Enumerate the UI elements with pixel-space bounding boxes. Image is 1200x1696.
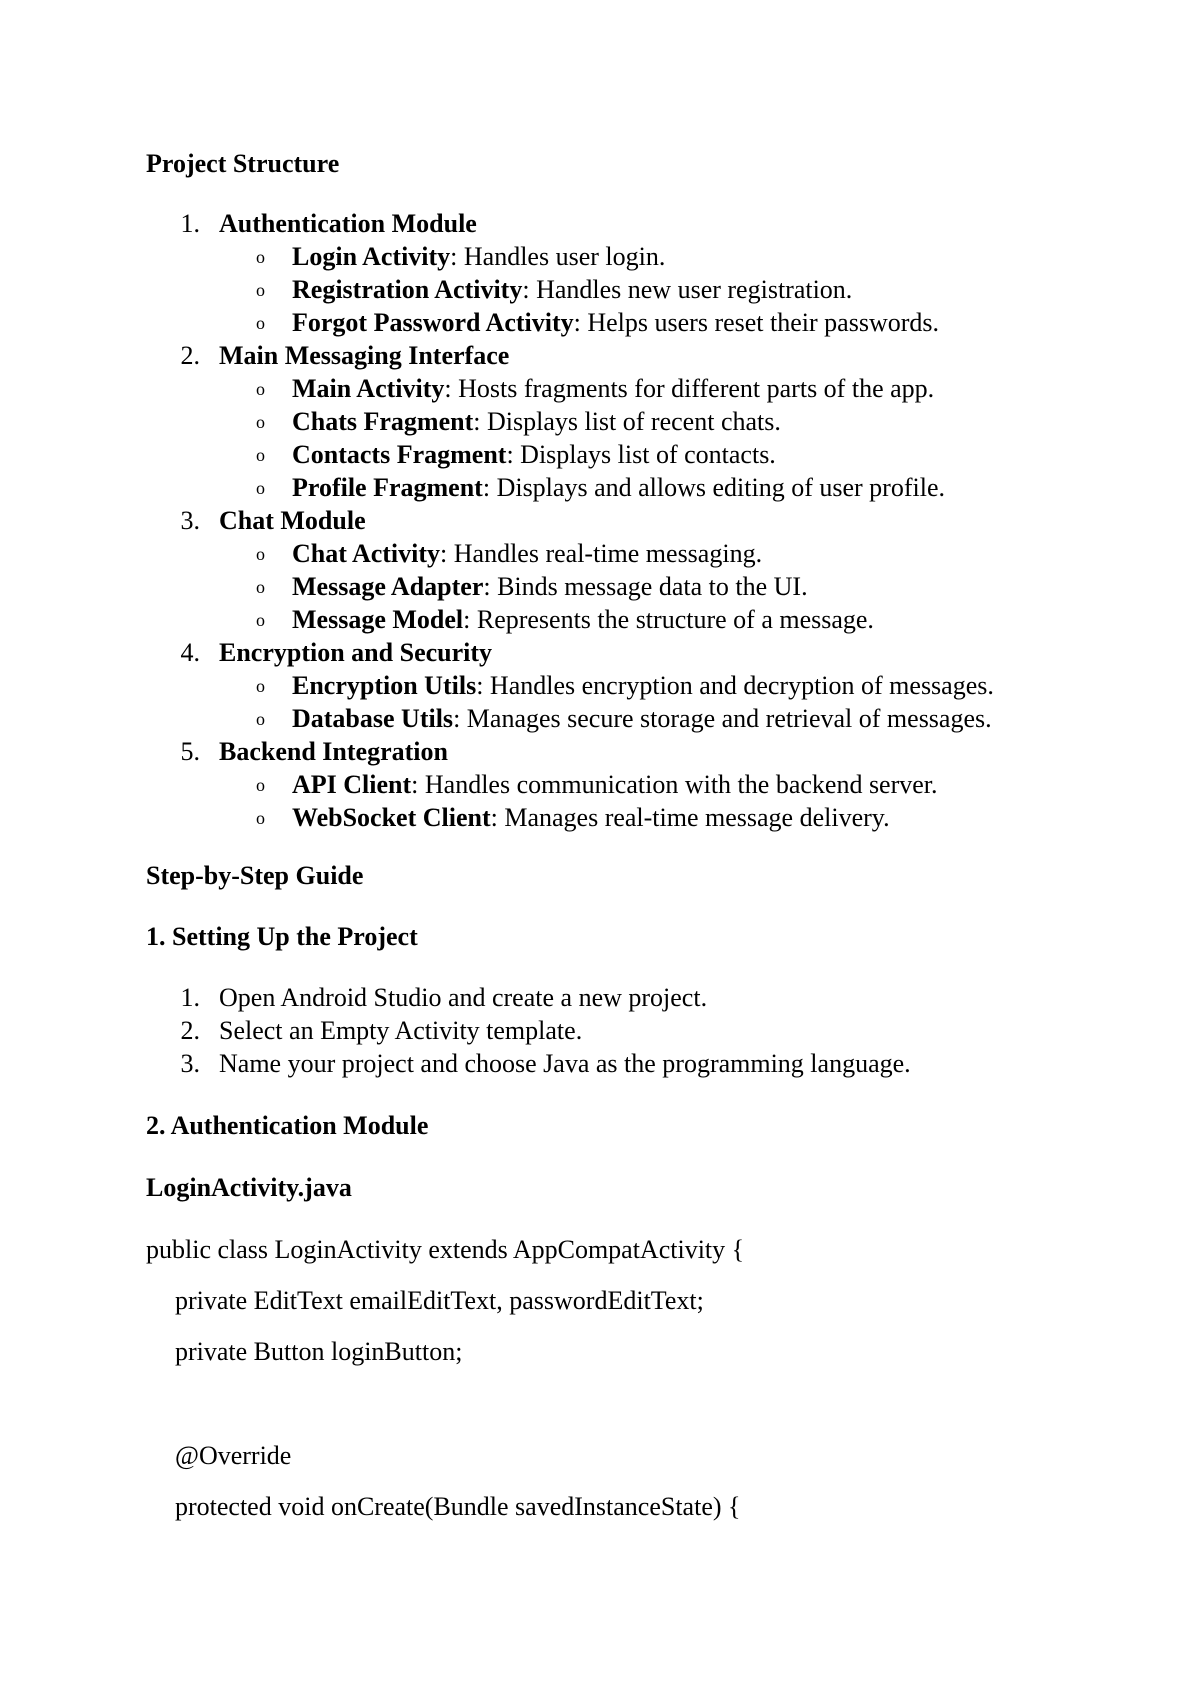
step-number: 3. [180,1049,200,1078]
item-desc: : Handles real-time messaging. [440,539,763,568]
item-name: Message Model [292,605,464,634]
section-number: 1. [180,209,200,238]
section-number: 3. [180,506,200,535]
section-title: Chat Module [219,506,366,535]
item-name: Main Activity [292,374,445,403]
section-number: 2. [180,341,200,370]
bullet-icon: o [256,379,265,399]
item-desc: : Manages secure storage and retrieval of messages. [453,704,992,733]
step-text: Name your project and choose Java as the programming language. [219,1049,911,1078]
bullet-icon: o [256,478,265,498]
item-name: Chat Activity [292,539,441,568]
list-item [292,769,938,801]
item-desc: : Handles user login. [450,242,666,271]
list-item [292,703,992,735]
section-number: 4. [180,638,200,667]
code-line: protected void onCreate(Bundle savedInstanceState) { [175,1492,741,1521]
list-item [292,571,808,603]
step-text: Open Android Studio and create a new project. [219,983,708,1012]
item-name: Forgot Password Activity [292,308,574,337]
bullet-icon: o [256,808,265,828]
list-item [292,274,852,306]
section-title: Backend Integration [219,737,448,766]
list-item [292,241,665,273]
item-name: Registration Activity [292,275,523,304]
bullet-icon: o [256,610,265,630]
item-desc: : Displays and allows editing of user profile. [482,473,945,502]
bullet-icon: o [256,676,265,696]
bullet-icon: o [256,247,265,267]
bullet-icon: o [256,412,265,432]
item-desc: : Hosts fragments for different parts of the app. [444,374,935,403]
section-number: 5. [180,737,200,766]
section-title: Authentication Module [219,209,477,238]
bullet-icon: o [256,577,265,597]
list-item [292,373,934,405]
item-desc: : Handles communication with the backend server. [411,770,938,799]
item-desc: : Manages real-time message delivery. [490,803,890,832]
list-item [292,406,781,438]
setup-heading: 1. Setting Up the Project [146,922,418,951]
item-name: Contacts Fragment [292,440,507,469]
list-item [292,604,874,636]
file-name-heading: LoginActivity.java [146,1173,352,1202]
item-name: Chats Fragment [292,407,474,436]
step-number: 1. [180,983,200,1012]
list-item [292,439,776,471]
item-desc: : Displays list of recent chats. [473,407,781,436]
bullet-icon: o [256,280,265,300]
list-item [292,307,939,339]
list-item [292,472,945,504]
item-name: Login Activity [292,242,451,271]
list-item [292,670,994,702]
auth-module-heading: 2. Authentication Module [146,1111,429,1140]
code-line: private EditText emailEditText, passwordEditText; [175,1286,704,1315]
item-name: Profile Fragment [292,473,483,502]
item-name: Encryption Utils [292,671,477,700]
item-name: API Client [292,770,412,799]
item-desc: : Helps users reset their passwords. [573,308,939,337]
item-name: Database Utils [292,704,454,733]
bullet-icon: o [256,709,265,729]
list-item [292,802,890,834]
bullet-icon: o [256,775,265,795]
section-title: Main Messaging Interface [219,341,510,370]
code-line: public class LoginActivity extends AppCompatActivity { [146,1235,745,1264]
code-line: @Override [175,1441,292,1470]
item-desc: : Represents the structure of a message. [463,605,874,634]
item-desc: : Handles new user registration. [522,275,853,304]
bullet-icon: o [256,544,265,564]
section-title: Encryption and Security [219,638,493,667]
item-desc: : Binds message data to the UI. [483,572,808,601]
bullet-icon: o [256,445,265,465]
item-desc: : Displays list of contacts. [506,440,776,469]
item-name: Message Adapter [292,572,484,601]
project-structure-heading: Project Structure [146,149,340,178]
item-desc: : Handles encryption and decryption of messages. [476,671,994,700]
guide-heading: Step-by-Step Guide [146,861,364,890]
step-text: Select an Empty Activity template. [219,1016,583,1045]
item-name: WebSocket Client [292,803,491,832]
code-line: private Button loginButton; [175,1337,463,1366]
list-item [292,538,762,570]
step-number: 2. [180,1016,200,1045]
bullet-icon: o [256,313,265,333]
